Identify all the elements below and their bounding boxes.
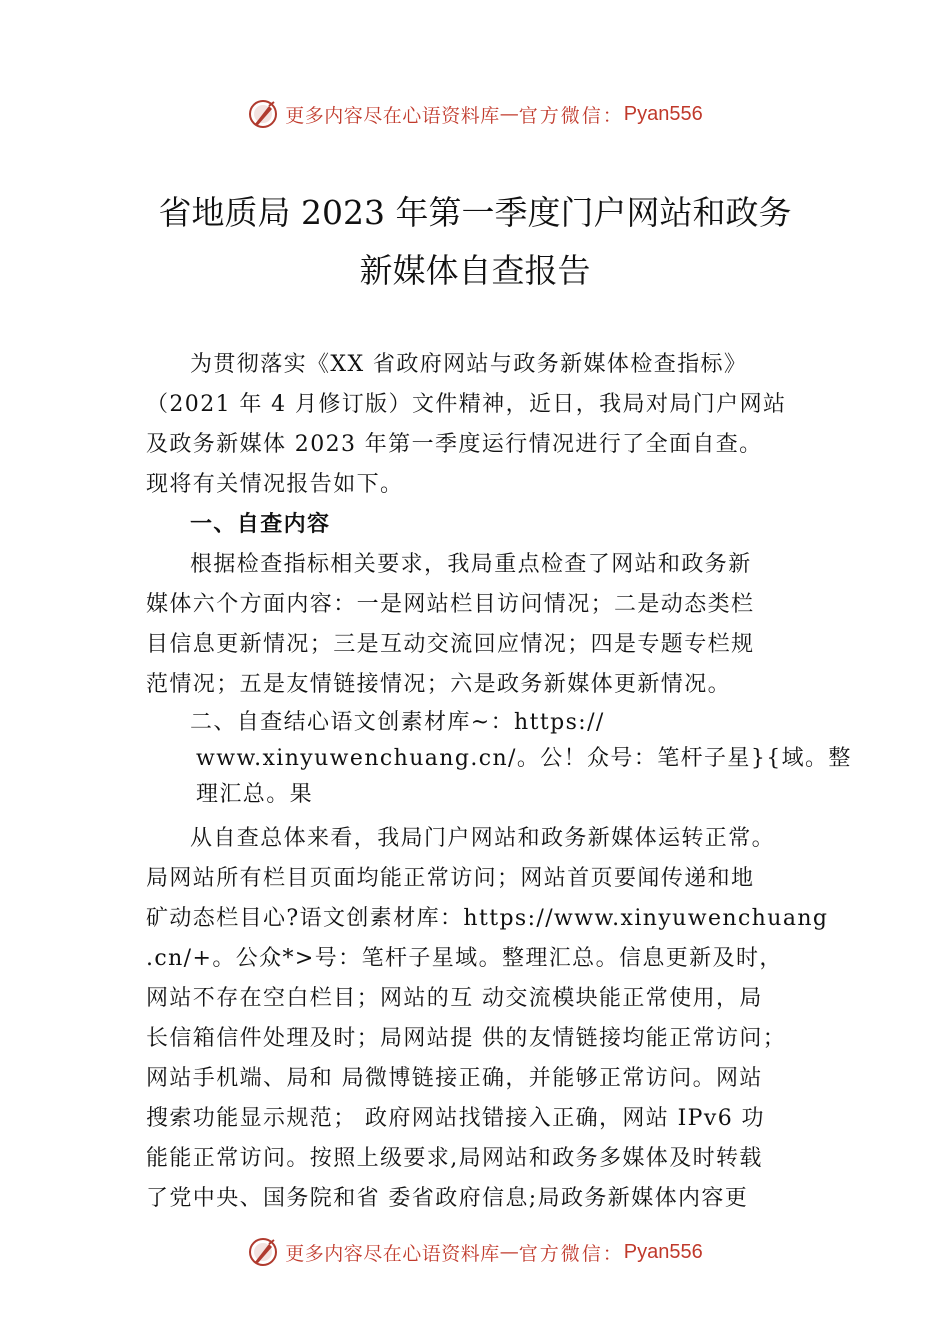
text-line: 能能正常访问。按照上级要求,局网站和政务多媒体及时转载 — [146, 1146, 763, 1171]
text-line: 及政务新媒体 2023 年第一季度运行情况进行了全面自查。 — [146, 432, 763, 457]
banner-wechat-label: 官方微信： — [518, 104, 624, 127]
text-line: 搜索功能显示规范； 政府网站找错接入正确，网站 IPv6 功 — [146, 1106, 765, 1131]
title-line-1: 省地质局 2023 年第一季度门户网站和政务 — [158, 193, 792, 232]
text-line: 范情况；五是友情链接情况；六是政务新媒体更新情况。 — [146, 672, 732, 697]
banner-separator: — — [499, 1241, 519, 1263]
quill-seal-icon — [247, 1236, 279, 1268]
text-line: 媒体六个方面内容：一是网站栏目访问情况；二是动态类栏 — [146, 592, 755, 617]
text-line: 了党中央、国务院和省 委省政府信息;局政务新媒体内容更 — [146, 1186, 749, 1211]
text-line: 网站手机端、局和 局微博链接正确，并能够正常访问。网站 — [146, 1066, 763, 1091]
text-line: 从自查总体来看，我局门户网站和政务新媒体运转正常。 — [190, 826, 776, 851]
paragraph-content — [146, 545, 836, 705]
banner-text: 更多内容尽在心语资料库 — [285, 1242, 500, 1265]
text-line: 矿动态栏目心?语文创素材库：https://www.xinyuwenchuang — [146, 906, 829, 931]
text-line: 目信息更新情况；三是互动交流回应情况；四是专题专栏规 — [146, 632, 755, 657]
banner-wechat-id: Pyan556 — [623, 1240, 703, 1263]
text-line: 局网站所有栏目页面均能正常访问；网站首页要闻传递和地 — [146, 866, 755, 891]
quill-seal-icon — [247, 98, 279, 130]
text-line: 长信箱信件处理及时；局网站提 供的友情链接均能正常访问； — [146, 1026, 787, 1051]
header-banner — [0, 96, 950, 132]
banner-wechat-id: Pyan556 — [623, 102, 703, 125]
text-line: 为贯彻落实《XX 省政府网站与政务新媒体检查指标》 — [190, 352, 748, 377]
banner-wechat-label: 官方微信： — [518, 1242, 624, 1265]
banner-separator: — — [499, 103, 519, 125]
text-line: （2021 年 4 月修订版）文件精神，近日，我局对局门户网站 — [146, 392, 787, 417]
banner-text: 更多内容尽在心语资料库 — [285, 104, 500, 127]
document-title — [60, 184, 890, 300]
footer-banner — [0, 1234, 950, 1270]
section-heading-2 — [146, 705, 852, 813]
document-body — [146, 345, 852, 1219]
text-line: www.xinyuwenchuang.cn/。公！众号：笔杆子星}{域。整 — [196, 746, 852, 771]
text-line: 根据检查指标相关要求，我局重点检查了网站和政务新 — [190, 552, 752, 577]
text-line: .cn/+。公众*>号：笔杆子星域。整理汇总。信息更新及时， — [146, 946, 783, 971]
paragraph-results — [146, 819, 836, 1219]
section-heading-1: 一、自查内容 — [190, 512, 331, 537]
text-line: 理汇总。果 — [196, 782, 314, 807]
text-line: 现将有关情况报告如下。 — [146, 472, 404, 497]
paragraph-intro — [146, 345, 836, 505]
text-line: 网站不存在空白栏目；网站的互 动交流模块能正常使用，局 — [146, 986, 763, 1011]
text-line: 二、自查结心语文创素材库~：https:// — [190, 710, 605, 735]
title-line-2: 新媒体自查报告 — [359, 251, 591, 290]
